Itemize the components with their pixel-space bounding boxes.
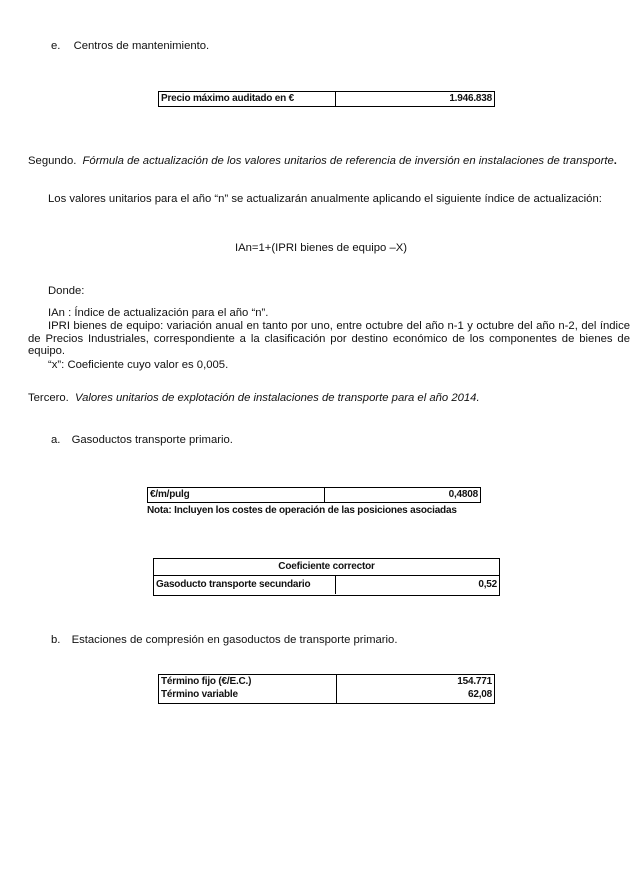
coeficiente-header: Coeficiente corrector xyxy=(154,559,499,576)
precio-maximo-value: 1.946.838 xyxy=(449,93,492,104)
estaciones-row-label: Término variable xyxy=(161,689,238,700)
tercero-lead: Tercero. xyxy=(28,392,69,404)
segundo-title-end: . xyxy=(613,155,617,167)
coeficiente-value: 0,52 xyxy=(478,579,497,590)
section-a-label: Gasoductos transporte primario. xyxy=(71,434,233,446)
tercero-title: Valores unitarios de explotación de instalaciones de transporte para el año 2014. xyxy=(74,392,480,404)
section-e-marker: e. xyxy=(51,40,61,52)
coeficiente-label: Gasoducto transporte secundario xyxy=(154,576,336,594)
segundo-heading xyxy=(28,155,630,168)
section-a-heading xyxy=(51,434,233,446)
tercero-heading xyxy=(28,392,480,404)
estaciones-label-column xyxy=(159,675,337,703)
gasoductos-unit-label: €/m/pulg xyxy=(148,488,325,502)
estaciones-row-value: 154.771 xyxy=(457,676,492,687)
gasoductos-value: 0,4808 xyxy=(448,489,478,500)
section-b-marker: b. xyxy=(51,634,61,646)
definition-x: “x”: Coeficiente cuyo valor es 0,005. xyxy=(48,359,229,371)
section-a-marker: a. xyxy=(51,434,61,446)
precio-maximo-label: Precio máximo auditado en € xyxy=(159,92,336,106)
donde-label: Donde: xyxy=(48,285,85,297)
gasoductos-table xyxy=(147,487,481,503)
segundo-intro: Los valores unitarios para el año “n” se actualizarán anualmente aplicando el siguiente índice de actualización: xyxy=(48,193,602,205)
estaciones-value-column xyxy=(337,675,494,703)
segundo-title: Fórmula de actualización de los valores unitarios de referencia de inversión en instalaciones de transporte xyxy=(82,155,614,167)
section-b-heading xyxy=(51,634,397,646)
estaciones-row-value: 62,08 xyxy=(467,689,492,700)
definition-ipri: IPRI bienes de equipo: variación anual en tanto por uno, entre octubre del año n-1 y octubre del año n-2, del índice de Precios Industriales, correspondiente a la clasificación por destino económico de los componentes de bienes de equipo. xyxy=(28,320,630,358)
estaciones-table xyxy=(158,674,495,704)
definition-ian: IAn : Índice de actualización para el año “n”. xyxy=(48,307,269,319)
formula: IAn=1+(IPRI bienes de equipo –X) xyxy=(234,242,408,254)
gasoductos-note: Nota: Incluyen los costes de operación de las posiciones asociadas xyxy=(147,505,457,516)
section-e-label: Centros de mantenimiento. xyxy=(73,40,210,52)
precio-maximo-table xyxy=(158,91,495,107)
section-e-heading xyxy=(51,40,209,52)
segundo-lead: Segundo. xyxy=(28,155,77,167)
section-b-label: Estaciones de compresión en gasoductos de transporte primario. xyxy=(71,634,398,646)
coeficiente-table xyxy=(153,558,500,596)
estaciones-row-label: Término fijo (€/E.C.) xyxy=(161,676,252,687)
